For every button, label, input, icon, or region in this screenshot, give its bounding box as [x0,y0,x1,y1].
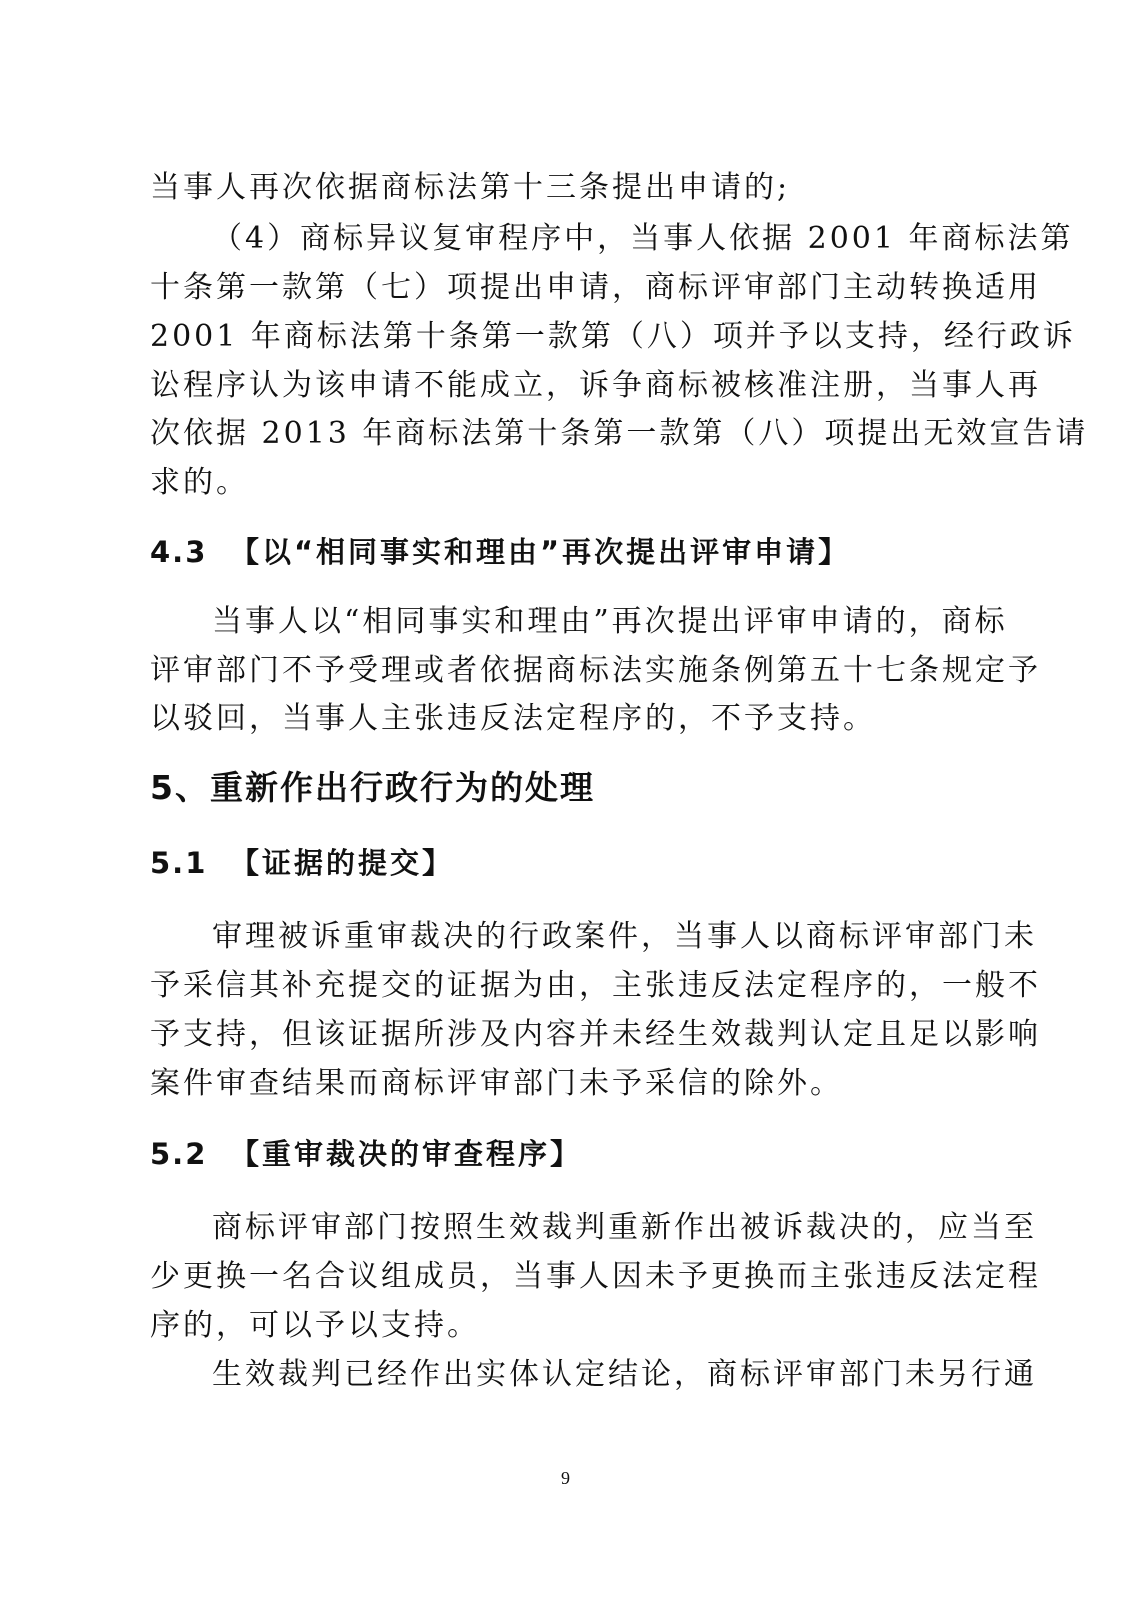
section-heading-4-3 [150,532,850,572]
section-title: 【以“相同事实和理由”再次提出评审申请】 [230,535,851,569]
section-title: 【重审裁决的审查程序】 [230,1137,583,1171]
section-heading-5-2 [150,1134,582,1174]
section-number: 5.1 [150,846,208,880]
paragraph-line: 予支持，但该证据所涉及内容并未经生效裁判认定且足以影响 [150,1017,1041,1052]
paragraph-line: 2001 年商标法第十条第一款第（八）项并予以支持，经行政诉 [150,319,1076,354]
paragraph-line: 商标评审部门按照生效裁判重新作出被诉裁决的，应当至 [212,1210,1037,1245]
paragraph-line: 生效裁判已经作出实体认定结论，商标评审部门未另行通 [212,1357,1037,1392]
section-title: 【证据的提交】 [230,846,455,880]
paragraph-line: 当事人以“相同事实和理由”再次提出评审申请的，商标 [212,604,1008,639]
section-number: 5.2 [150,1137,208,1171]
chapter-heading-5: 5、重新作出行政行为的处理 [150,768,595,807]
section-heading-5-1 [150,843,454,883]
paragraph-line: 评审部门不予受理或者依据商标法实施条例第五十七条规定予 [150,653,1041,688]
paragraph-line: 序的，可以予以支持。 [150,1308,480,1343]
paragraph-line: 案件审查结果而商标评审部门未予采信的除外。 [150,1066,843,1101]
paragraph-line: 予采信其补充提交的证据为由，主张违反法定程序的，一般不 [150,968,1041,1003]
paragraph-line: 十条第一款第（七）项提出申请，商标评审部门主动转换适用 [150,270,1041,305]
paragraph-line: 审理被诉重审裁决的行政案件，当事人以商标评审部门未 [212,919,1037,954]
paragraph-line: 讼程序认为该申请不能成立，诉争商标被核准注册，当事人再 [150,368,1041,403]
paragraph-line: 少更换一名合议组成员，当事人因未予更换而主张违反法定程 [150,1259,1041,1294]
paragraph-line: 当事人再次依据商标法第十三条提出申请的; [150,170,791,205]
paragraph-line: 次依据 2013 年商标法第十条第一款第（八）项提出无效宣告请 [150,416,1089,451]
section-number: 4.3 [150,535,208,569]
paragraph-line: 求的。 [150,465,249,500]
paragraph-line: 以驳回，当事人主张违反法定程序的，不予支持。 [150,701,876,736]
page-number: 9 [561,1468,570,1488]
paragraph-line: （4）商标异议复审程序中，当事人依据 2001 年商标法第 [212,221,1074,256]
